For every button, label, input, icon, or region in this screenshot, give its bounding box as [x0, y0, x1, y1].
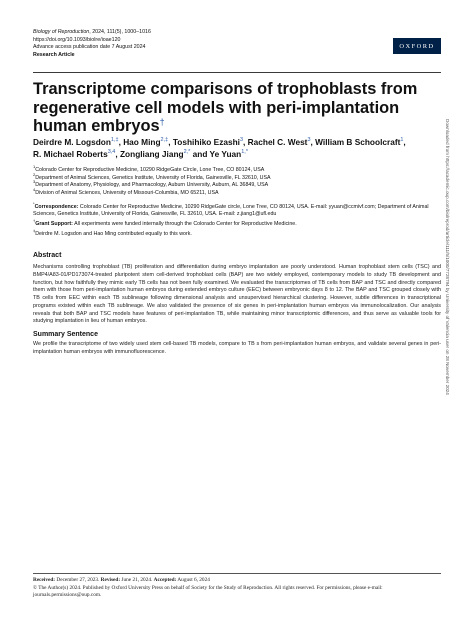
accepted-label: Accepted:: [153, 577, 177, 583]
author-separator: ,: [115, 149, 120, 159]
accepted-date: August 6, 2024: [177, 577, 210, 583]
journal-header: [33, 29, 333, 60]
affiliation-number: 4: [33, 187, 36, 193]
received-date: December 27, 2023.: [56, 577, 100, 583]
author-affiliation-mark[interactable]: 3: [239, 137, 244, 144]
affiliation-text: Division of Animal Sciences, University of Missouri-Columbia, MO 65211, USA: [35, 189, 219, 196]
article-title: [33, 80, 433, 136]
author-separator: ,: [168, 137, 173, 147]
author-list: [33, 136, 441, 160]
grant-support-note: †Grant Support: All experiments were funded internally through the Colorado Center for Reproductive Medicine.: [33, 218, 297, 228]
author-separator: ,: [118, 137, 124, 147]
author-name: William B Schoolcraft: [315, 137, 401, 147]
title-footnote-mark[interactable]: †: [159, 117, 165, 128]
correspondence-note: *Correspondence: Colorado Center for Reproductive Medicine, 10290 RidgeGate circle, Lone Tree, CO 80124, USA. E-mail: yyuan@ccmivf.com; Department of Animal Sciences, Genetics Institute, University of Florida, Gainesville, FL 32610, USA. E-mail: z.jiang1@ufl.edu: [33, 201, 429, 218]
author-separator: and: [190, 149, 210, 159]
author-separator: ,: [243, 137, 248, 147]
affiliation-number: 2: [33, 171, 36, 177]
footer-divider: [33, 573, 441, 574]
article-type: Research Article: [33, 52, 75, 59]
grant-support-label: Grant Support:: [35, 221, 73, 228]
oxford-logo[interactable]: [393, 38, 441, 54]
journal-citation: [33, 29, 333, 37]
author-separator: ,: [310, 137, 316, 147]
title-text: Transcriptome comparisons of trophoblasts from regenerative cell models with peri-implantation human embryos: [33, 80, 418, 136]
correspondence-label: Correspondence:: [34, 204, 79, 210]
summary-heading: Summary Sentence: [33, 331, 98, 338]
abstract-text: Mechanisms controlling trophoblast (TB) proliferation and differentiation during embryo implantation are poorly understood. Human trophoblast stem cells (TSC) and BMP4/A83-01/PD173074-treated pluripotent stem cell-derived trophoblast cells (BAP) are two widely employed, contemporary models to study TB development and function, but how faithfully they mimic early TB cells has not been fully examined. We evaluated the transcriptomes of TB cells from BAP and TSC and directly compared them with those from peri-implantation human embryos during extended embryo culture (EEC) between embryonic days 8 to 12. The BAP and TSC grouped closely with TB cells from EEC within each TB sublineage following dimensional analysis and unsupervised hierarchical clustering. However, subtle differences in transcriptional programs existed within each TB sublineage. We also validated the presence of six genes in peri-implantation human embryos via immunolocalization. Our analysis reveals that both BAP and TSC models have features of peri-implantation TB, while maintaining minor transcriptomic differences, and thus serve as valuable tools for studying implantation in lieu of human embryos.: [33, 264, 441, 325]
download-watermark: [446, 119, 460, 503]
author-name: R. Michael Roberts: [33, 149, 108, 159]
affiliation-number: 3: [33, 179, 36, 185]
author-affiliation-mark[interactable]: 1,*: [241, 149, 248, 156]
equal-contribution-note: ‡Deirdre M. Logsdon and Hao Ming contributed equally to this work.: [33, 228, 192, 238]
author-affiliation-mark[interactable]: 3,4: [107, 149, 116, 156]
affiliation-item: [33, 164, 441, 175]
author-name: Toshihiko Ezashi: [172, 137, 240, 147]
affiliation-text: Colorado Center for Reproductive Medicine, 10290 RidgeGate Circle, Lone Tree, CO 80124, USA: [35, 167, 265, 173]
equal-contribution-text: Deirdre M. Logsdon and Hao Ming contributed equally to this work.: [35, 231, 192, 238]
doi-link[interactable]: https://doi.org/10.1093/biolre/ioae120: [33, 36, 121, 43]
revised-date: June 21, 2024.: [121, 577, 153, 583]
article-dates: [33, 577, 441, 585]
summary-text: We profile the transcriptome of two widely used stem cell-based TB models, compare to TB s from peri-implantation human embryos, and validate several genes in peri-implantation human embryos with immunofluorescence.: [33, 341, 441, 355]
author-separator: ,: [403, 137, 406, 147]
publication-footer: [33, 577, 441, 600]
author-affiliation-mark[interactable]: 3: [307, 137, 311, 144]
grant-support-text: All experiments were funded internally through the Colorado Center for Reproductive Medicine.: [74, 221, 297, 228]
author-name: Rachel C. West: [247, 137, 308, 147]
author-affiliation-mark[interactable]: 2,‡: [160, 137, 169, 144]
header-divider: [33, 72, 441, 73]
author-affiliation-mark[interactable]: 2,*: [183, 149, 191, 156]
affiliation-text: Department of Animal Sciences, Genetics Institute, University of Florida, Gainesville, FL 32610, USA: [35, 174, 271, 181]
oxford-logo-text: OXFORD: [399, 42, 435, 50]
author-affiliation-mark[interactable]: 1: [400, 137, 404, 144]
affiliations: [33, 164, 441, 197]
author-name: Ye Yuan: [209, 149, 242, 159]
advance-access-date: Advance access publication date 7 August 2024: [33, 44, 146, 51]
author-name: Deirdre M. Logsdon: [33, 137, 111, 147]
author-name: Zongliang Jiang: [119, 149, 184, 159]
journal-volume: , 2024, 111(5), 1000–1016: [89, 29, 151, 35]
author-affiliation-mark[interactable]: 1,‡: [110, 137, 119, 144]
revised-label: Revised:: [100, 577, 121, 583]
download-watermark-text: Downloaded from https://academic.oup.com/biolreprod/article/111/5/1000/7728794 by University of Valencia user on 28 November 2024: [445, 119, 450, 395]
journal-name: Biology of Reproduction: [33, 29, 90, 35]
correspondence-text: Colorado Center for Reproductive Medicine, 10290 RidgeGate circle, Lone Tree, CO 80124, USA. E-mail: yyuan@ccmivf.com; Department of Animal Sciences, Genetics Institute, University of Florida, Gainesville, FL 32610, USA. E-mail: z.jiang1@ufl.edu: [33, 204, 429, 218]
affiliation-item: [33, 187, 441, 198]
received-label: Received:: [33, 577, 56, 583]
affiliation-text: Department of Anatomy, Physiology, and Pharmacology, Auburn University, Auburn, AL 36849, USA: [35, 182, 269, 189]
author-name: Hao Ming: [123, 137, 161, 147]
copyright-notice: © The Author(s) 2024. Published by Oxford University Press on behalf of Society for the Study of Reproduction. All rights reserved. For permissions, please e-mail: journals.permissions@oup.com.: [33, 584, 383, 599]
affiliation-number: 1: [33, 164, 36, 170]
author-notes: [33, 201, 441, 241]
abstract-heading: Abstract: [33, 252, 62, 259]
